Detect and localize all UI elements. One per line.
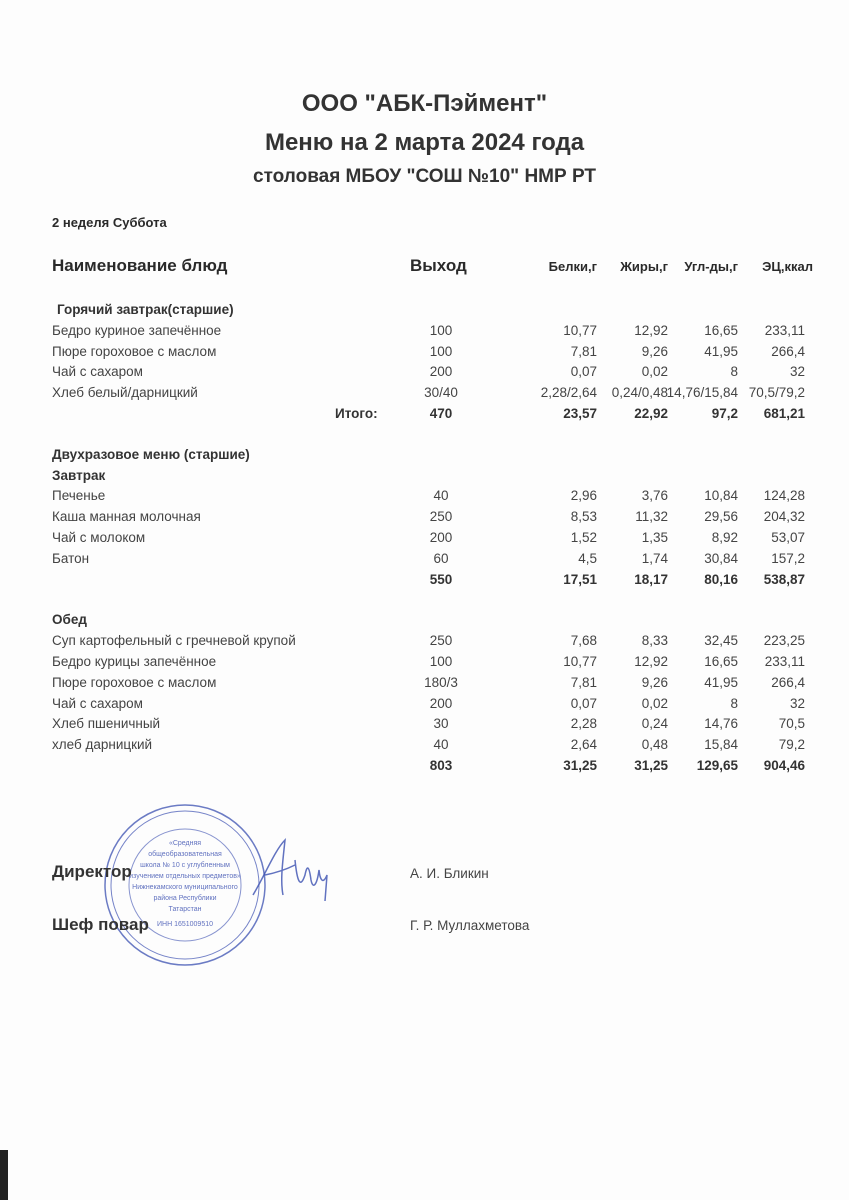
- carbs-cell: 8: [730, 364, 738, 380]
- section-subtitle-text: Обед: [52, 612, 87, 628]
- yield-cell: 40: [433, 737, 449, 753]
- menu-subtitle: столовая МБОУ "СОШ №10" НМР РТ: [253, 166, 596, 187]
- total-protein: 31,25: [563, 757, 597, 773]
- carbs-cell: 30,84: [704, 550, 738, 566]
- svg-text:ИНН 1651009510: ИНН 1651009510: [156, 921, 214, 928]
- col-carbs-header: Угл-ды,г: [684, 259, 738, 274]
- section-subtitle-text: Завтрак: [52, 467, 106, 483]
- yield-cell: 180/3: [424, 674, 458, 690]
- yield-cell: 100: [429, 653, 453, 669]
- total-row: [0, 756, 849, 777]
- director-signature: [245, 835, 335, 905]
- chef-name: Г. Р. Муллахметова: [410, 918, 530, 933]
- yield-cell: 30: [433, 716, 449, 732]
- protein-cell: 7,81: [570, 343, 597, 359]
- fat-cell: 12,92: [634, 653, 668, 669]
- dish-name: Батон: [52, 550, 90, 566]
- table-row: [0, 714, 849, 735]
- svg-text:района Республики: района Республики: [153, 895, 217, 902]
- table-header: [0, 256, 849, 280]
- scan-edge: [0, 1150, 8, 1200]
- total-protein: 17,51: [563, 571, 597, 587]
- yield-cell: 200: [429, 364, 453, 380]
- fat-cell: 12,92: [634, 322, 668, 338]
- energy-cell: 70,5/79,2: [748, 385, 805, 401]
- table-row: [0, 486, 849, 507]
- dish-name: Чай с сахаром: [52, 364, 143, 380]
- table-row: [0, 362, 849, 383]
- dish-name: Каша манная молочная: [52, 509, 201, 525]
- protein-cell: 1,52: [570, 529, 597, 545]
- total-carbs: 97,2: [711, 405, 738, 421]
- total-label: Итого:: [335, 405, 378, 421]
- yield-cell: 200: [429, 695, 453, 711]
- svg-text:«Средняя: «Средняя: [168, 840, 202, 847]
- energy-cell: 53,07: [771, 529, 805, 545]
- total-energy: 538,87: [763, 571, 805, 587]
- total-fat: 18,17: [634, 571, 668, 587]
- total-energy: 904,46: [763, 757, 805, 773]
- fat-cell: 9,26: [641, 674, 668, 690]
- yield-cell: 200: [429, 529, 453, 545]
- col-energy-header: ЭЦ,ккал: [762, 259, 813, 274]
- protein-cell: 10,77: [563, 653, 597, 669]
- protein-cell: 2,28: [570, 716, 597, 732]
- protein-cell: 7,68: [570, 633, 597, 649]
- dish-name: Пюре гороховое с маслом: [52, 674, 217, 690]
- svg-text:школа № 10 с углубленным: школа № 10 с углубленным: [140, 862, 230, 869]
- carbs-cell: 14,76: [704, 716, 738, 732]
- total-yield: 803: [429, 757, 453, 773]
- col-yield-header: Выход: [410, 256, 467, 275]
- director-label: Директор: [52, 862, 132, 881]
- table-row: [0, 735, 849, 756]
- menu-table: [0, 300, 849, 777]
- carbs-cell: 15,84: [704, 737, 738, 753]
- carbs-cell: 8,92: [711, 529, 738, 545]
- energy-cell: 266,4: [771, 343, 805, 359]
- table-row: [0, 528, 849, 549]
- table-row: [0, 652, 849, 673]
- total-fat: 31,25: [634, 757, 668, 773]
- energy-cell: 32: [789, 695, 805, 711]
- energy-cell: 266,4: [771, 674, 805, 690]
- dish-name: Хлеб белый/дарницкий: [52, 385, 198, 401]
- fat-cell: 0,48: [641, 737, 668, 753]
- protein-cell: 2,96: [570, 488, 597, 504]
- fat-cell: 11,32: [635, 509, 668, 525]
- carbs-cell: 41,95: [704, 674, 738, 690]
- table-row: [0, 383, 849, 404]
- energy-cell: 32: [789, 364, 805, 380]
- protein-cell: 0,07: [570, 364, 597, 380]
- svg-text:Татарстан: Татарстан: [168, 906, 202, 913]
- total-protein: 23,57: [563, 405, 597, 421]
- dish-name: Бедро куриное запечённое: [52, 322, 222, 338]
- section-title: [0, 300, 849, 321]
- dish-name: Печенье: [52, 488, 106, 504]
- fat-cell: 1,74: [641, 550, 668, 566]
- total-fat: 22,92: [634, 405, 668, 421]
- energy-cell: 124,28: [763, 488, 805, 504]
- protein-cell: 8,53: [570, 509, 597, 525]
- fat-cell: 0,24: [641, 716, 668, 732]
- energy-cell: 233,11: [764, 653, 805, 669]
- section-title-text: Двухразовое меню (старшие): [52, 446, 250, 462]
- yield-cell: 250: [429, 633, 453, 649]
- table-row: [0, 694, 849, 715]
- total-yield: 470: [429, 405, 453, 421]
- dish-name: хлеб дарницкий: [52, 737, 153, 753]
- col-fat-header: Жиры,г: [620, 259, 668, 274]
- energy-cell: 223,25: [763, 633, 805, 649]
- energy-cell: 204,32: [763, 509, 805, 525]
- table-row: [0, 549, 849, 570]
- protein-cell: 0,07: [570, 695, 597, 711]
- table-row: [0, 507, 849, 528]
- svg-text:общеобразовательная: общеобразовательная: [148, 851, 222, 858]
- energy-cell: 157,2: [771, 550, 805, 566]
- section-title-text: Горячий завтрак(старшие): [57, 302, 234, 317]
- table-row: [0, 673, 849, 694]
- fat-cell: 8,33: [641, 633, 668, 649]
- carbs-cell: 14,76/15,84: [666, 385, 738, 401]
- section-subtitle: [0, 610, 849, 631]
- energy-cell: 233,11: [764, 322, 805, 338]
- dish-name: Чай с молоком: [52, 529, 146, 545]
- protein-cell: 4,5: [578, 550, 597, 566]
- week-label: 2 неделя Суббота: [52, 215, 167, 230]
- spacer: [0, 425, 849, 445]
- table-row: [0, 342, 849, 363]
- protein-cell: 10,77: [563, 322, 597, 338]
- dish-name: Чай с сахаром: [52, 695, 143, 711]
- col-name-header: Наименование блюд: [52, 256, 228, 275]
- yield-cell: 60: [433, 550, 449, 566]
- total-row: [0, 570, 849, 591]
- fat-cell: 3,76: [641, 488, 668, 504]
- company-name: ООО "АБК-Пэймент": [301, 90, 548, 117]
- yield-cell: 250: [429, 509, 453, 525]
- dish-name: Бедро курицы запечённое: [52, 653, 217, 669]
- total-carbs: 80,16: [704, 571, 738, 587]
- carbs-cell: 8: [730, 695, 738, 711]
- protein-cell: 7,81: [570, 674, 597, 690]
- svg-text:изучением отдельных предметов»: изучением отдельных предметов»: [129, 873, 241, 880]
- dish-name: Хлеб пшеничный: [52, 716, 161, 732]
- fat-cell: 1,35: [641, 529, 668, 545]
- protein-cell: 2,64: [570, 737, 597, 753]
- total-row: [0, 404, 849, 425]
- spacer: [0, 590, 849, 610]
- section-title: [0, 445, 849, 466]
- fat-cell: 0,02: [641, 364, 668, 380]
- section-subtitle: [0, 466, 849, 487]
- director-name: А. И. Бликин: [410, 866, 489, 881]
- carbs-cell: 10,84: [704, 488, 738, 504]
- total-yield: 550: [429, 571, 453, 587]
- dish-name: Суп картофельный с гречневой крупой: [52, 633, 296, 649]
- table-row: [0, 631, 849, 652]
- carbs-cell: 41,95: [704, 343, 738, 359]
- yield-cell: 40: [433, 488, 449, 504]
- table-row: [0, 321, 849, 342]
- carbs-cell: 32,45: [704, 633, 738, 649]
- protein-cell: 2,28/2,64: [540, 385, 597, 401]
- col-protein-header: Белки,г: [548, 259, 597, 274]
- fat-cell: 0,24/0,48: [611, 385, 668, 401]
- dish-name: Пюре гороховое с маслом: [52, 343, 217, 359]
- yield-cell: 30/40: [424, 385, 458, 401]
- fat-cell: 9,26: [641, 343, 668, 359]
- carbs-cell: 29,56: [704, 509, 738, 525]
- carbs-cell: 16,65: [704, 653, 738, 669]
- yield-cell: 100: [429, 322, 453, 338]
- energy-cell: 70,5: [778, 716, 805, 732]
- yield-cell: 100: [429, 343, 453, 359]
- menu-title: Меню на 2 марта 2024 года: [264, 129, 585, 156]
- total-carbs: 129,65: [696, 757, 738, 773]
- energy-cell: 79,2: [778, 737, 805, 753]
- svg-text:Нижнекамского муниципального: Нижнекамского муниципального: [132, 884, 238, 891]
- fat-cell: 0,02: [641, 695, 668, 711]
- carbs-cell: 16,65: [704, 322, 738, 338]
- chef-label: Шеф повар: [52, 915, 149, 934]
- total-energy: 681,21: [763, 405, 805, 421]
